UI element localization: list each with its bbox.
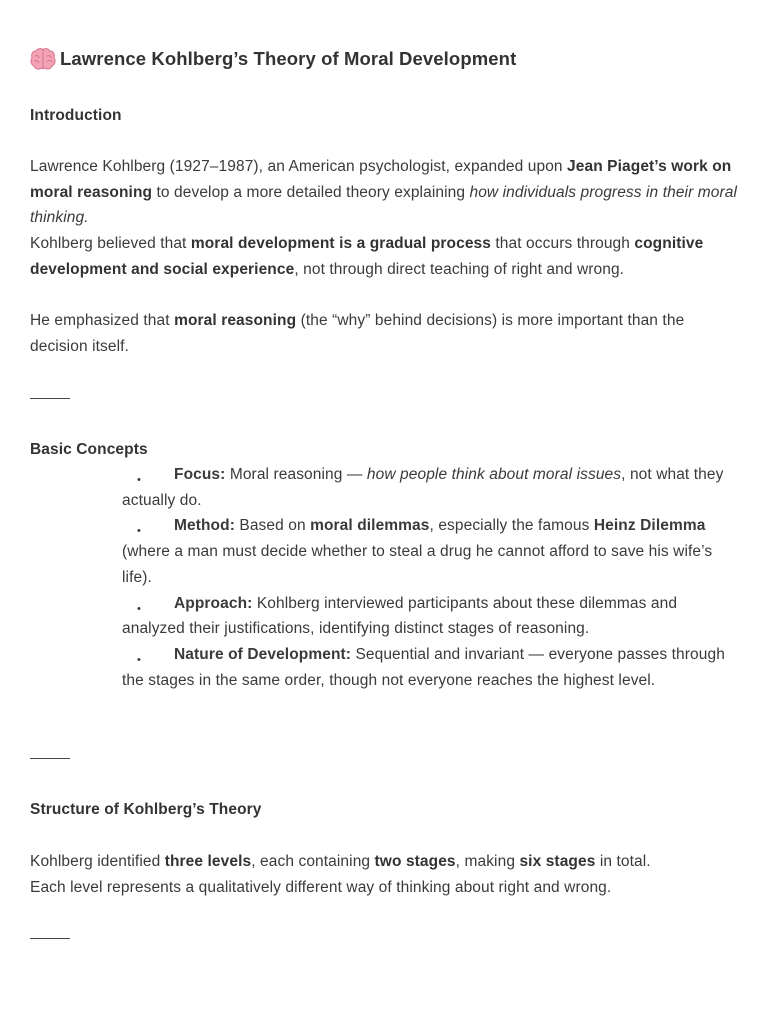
bold-run: Heinz Dilemma	[593, 517, 706, 535]
bold-run: Jean Piaget’s work on moral reasoning	[30, 158, 732, 201]
brain-icon	[30, 47, 56, 71]
list-item	[122, 642, 732, 693]
list-item	[122, 591, 732, 642]
bullet: •	[137, 474, 141, 486]
text-run: Each level represents a qualitatively different way of thinking about right and wrong.	[30, 878, 612, 896]
text-run: , not what they actually do.	[122, 466, 724, 509]
divider	[30, 398, 70, 399]
text-run: , especially the famous	[429, 517, 594, 535]
text-run: Kohlberg identified	[30, 853, 165, 870]
text-run: in total.	[595, 853, 651, 870]
item-label: Method:	[174, 517, 235, 535]
text-run: Kohlberg interviewed participants about these dilemmas and analyzed their justifications, identifying distinct stages of reasoning.	[122, 594, 678, 638]
text-run: Moral reasoning —	[225, 466, 367, 483]
bold-run: moral development is a gradual process	[190, 235, 491, 253]
italic-run: how individuals progress in their moral thinking.	[30, 183, 738, 227]
italic-run: how people think about moral issues	[366, 466, 622, 483]
item-label: Nature of Development:	[174, 645, 352, 663]
bold-run: three levels	[164, 853, 252, 870]
text-run: Lawrence Kohlberg (1927–1987), an American psychologist, expanded upon	[30, 158, 568, 175]
text-run: , making	[455, 853, 520, 870]
text-run: Kohlberg believed that	[30, 235, 191, 253]
bold-run: moral dilemmas	[310, 517, 430, 535]
intro-heading: Introduction	[30, 107, 122, 124]
list-item	[122, 462, 732, 513]
divider	[30, 758, 70, 759]
text-run: (where a man must decide whether to steal a drug he cannot afford to save his wife’s life).	[122, 543, 713, 586]
structure-heading: Structure of Kohlberg’s Theory	[30, 801, 262, 818]
bullet: •	[137, 525, 141, 538]
list-item	[122, 513, 732, 590]
basic-concepts-list	[122, 462, 732, 693]
bold-run: two stages	[374, 853, 456, 870]
divider	[30, 938, 70, 939]
text-run: to develop a more detailed theory explaining	[152, 183, 470, 201]
text-run: , each containing	[251, 853, 375, 870]
title-text: Lawrence Kohlberg’s Theory of Moral Development	[60, 48, 517, 69]
text-run: Based on	[234, 517, 311, 535]
item-label: Focus:	[174, 466, 226, 483]
intro-paragraph-2	[30, 308, 742, 359]
bold-run: moral reasoning	[174, 312, 297, 329]
structure-paragraph	[30, 849, 742, 900]
bullet: •	[137, 602, 141, 615]
page-title	[30, 47, 516, 71]
text-run: (the “why” behind decisions) is more important than the decision itself.	[30, 312, 685, 355]
text-run: , not through direct teaching of right and wrong.	[294, 260, 625, 278]
text-run: Sequential and invariant — everyone passes through the stages in the same order, though not everyone reaches the highest level.	[122, 645, 725, 689]
text-run: He emphasized that	[30, 312, 175, 329]
basic-concepts-heading: Basic Concepts	[30, 441, 148, 458]
bold-run: six stages	[519, 853, 596, 870]
bullet: •	[137, 653, 141, 666]
item-label: Approach:	[174, 594, 253, 612]
bold-run: cognitive development and social experience	[30, 235, 704, 278]
intro-paragraph-1	[30, 154, 742, 283]
text-run: that occurs through	[490, 235, 635, 253]
